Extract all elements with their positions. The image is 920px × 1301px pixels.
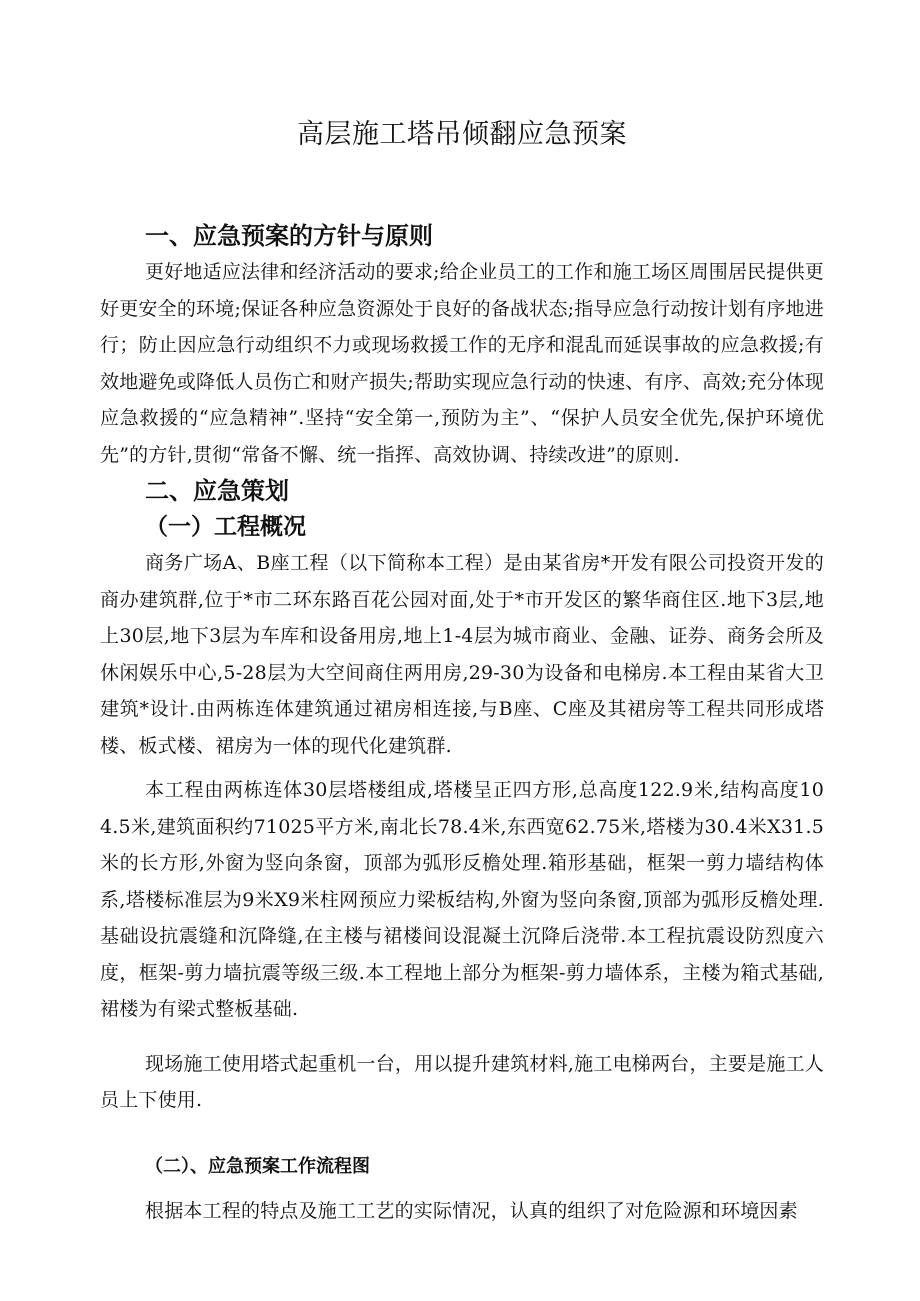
section-1-heading: 一、应急预案的方针与原则 bbox=[145, 222, 433, 250]
workflow-paragraph: 根据本工程的特点及施工工艺的实际情况，认真的组织了对危险源和环境因素 bbox=[145, 1199, 798, 1222]
subsection-1-heading: （一）工程概况 bbox=[145, 514, 306, 540]
spacer bbox=[100, 1028, 824, 1046]
project-overview-paragraph-1: 商务广场A、B座工程（以下简称本工程）是由某省房*开发有限公司投资开发的商办建筑群,位于*市二环东路百花公园对面,处于*市开发区的繁华商住区.地下3层,地上30层,地下3层为车库和设备用房,地上1-4层为城市商业、金融、证券、商务会所及休闲娱乐中心,5-28层为大空间商住两用房,29-30为设备和电梯房.本工程由某省大卫建筑*设计.由两栋连体建筑通过裙房相连接,与B座、C座及其裙房等工程共同形成塔楼、板式楼、裙房为一体的现代化建筑群. bbox=[100, 552, 824, 757]
section-2-heading: 二、应急策划 bbox=[145, 477, 289, 505]
spacer bbox=[100, 156, 824, 218]
project-overview-paragraph-2: 本工程由两栋连体30层塔楼组成,塔楼呈正四方形,总高度122.9米,结构高度104.5米,建筑面积约71025平方米,南北长78.4米,东西宽62.75米,塔楼为30.4米X31.5米的长方形,外窗为竖向条窗，顶部为弧形反檐处理.箱形基础，框架一剪力墙结构体系,塔楼标准层为9米X9米柱网预应力梁板结构,外窗为竖向条窗,顶部为弧形反檐处理.基础设抗震缝和沉降缝,在主楼与裙楼间设混凝土沉降后浇带.本工程抗震设防烈度六度，框架-剪力墙抗震等级三级.本工程地上部分为框架-剪力墙体系，主楼为箱式基础,裙楼为有梁式整板基础. bbox=[100, 779, 824, 1020]
project-overview-paragraph-3: 现场施工使用塔式起重机一台，用以提升建筑材料,施工电梯两台，主要是施工人员上下使用. bbox=[100, 1052, 824, 1111]
spacer bbox=[100, 1185, 824, 1193]
section-1-paragraph: 更好地适应法律和经济活动的要求;给企业员工的工作和施工场区周围居民提供更好更安全的环境;保证各种应急资源处于良好的备战状态;指导应急行动按计划有序地进行；防止因应急行动组织不力或现场救援工作的无序和混乱而延误事故的应急救援;有效地避免或降低人员伤亡和财产损失;帮助实现应急行动的快速、有序、高效;充分体现应急救援的“应急精神”.坚持“安全第一,预防为主”、“保护人员安全优先,保护环境优先”的方针,贯彻“常备不懈、统一指挥、高效协调、持续改进”的原则. bbox=[100, 261, 824, 466]
document-title: 高层施工塔吊倾翻应急预案 bbox=[297, 119, 627, 150]
spacer bbox=[100, 1119, 824, 1149]
spacer bbox=[100, 764, 824, 772]
subsection-2-heading: （二）、应急预案工作流程图 bbox=[145, 1155, 370, 1177]
